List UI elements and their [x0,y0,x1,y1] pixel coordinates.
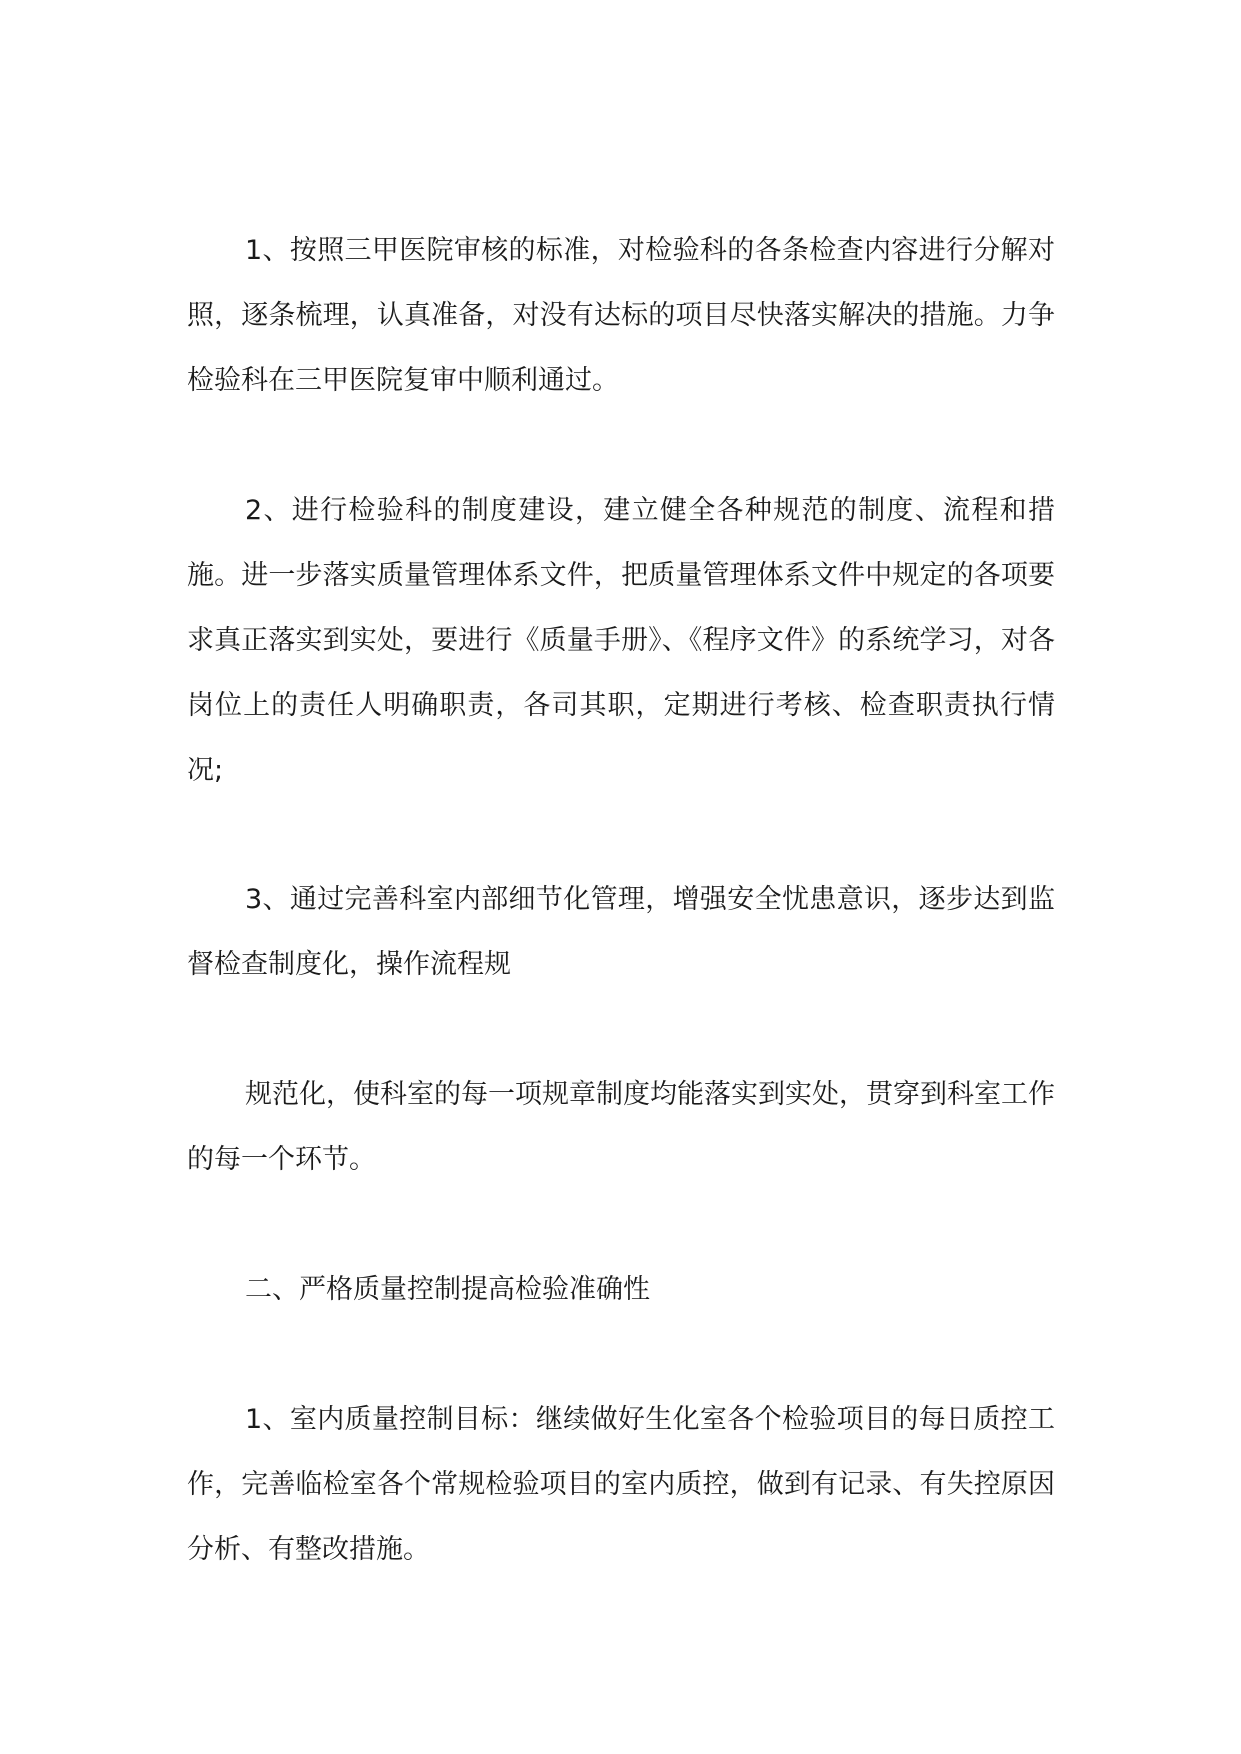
paragraph-indoor-quality-control: 1、室内质量控制目标：继续做好生化室各个检验项目的每日质控工作，完善临检室各个常规检验项目的室内质控，做到有记录、有失控原因分析、有整改措施。 [187,1404,1055,1565]
paragraph-continuation: 规范化，使科室的每一项规章制度均能落实到实处，贯穿到科室工作的每一个环节。 [187,1079,1055,1175]
paragraph-item-3-detail-management: 3、通过完善科室内部细节化管理，增强安全忧患意识，逐步达到监督检查制度化，操作流程规 [187,884,1055,980]
paragraph-item-1-exam-standards: 1、按照三甲医院审核的标准，对检验科的各条检查内容进行分解对照，逐条梳理，认真准备，对没有达标的项目尽快落实解决的措施。力争检验科在三甲医院复审中顺利通过。 [187,235,1055,396]
section-heading-quality-control: 二、严格质量控制提高检验准确性 [245,1274,650,1305]
paragraph-item-2-system-building: 2、进行检验科的制度建设，建立健全各种规范的制度、流程和措施。进一步落实质量管理体系文件，把质量管理体系文件中规定的各项要求真正落实到实处，要进行《质量手册》、《程序文件》的系统学习，对各岗位上的责任人明确职责，各司其职，定期进行考核、检查职责执行情况; [187,495,1055,786]
